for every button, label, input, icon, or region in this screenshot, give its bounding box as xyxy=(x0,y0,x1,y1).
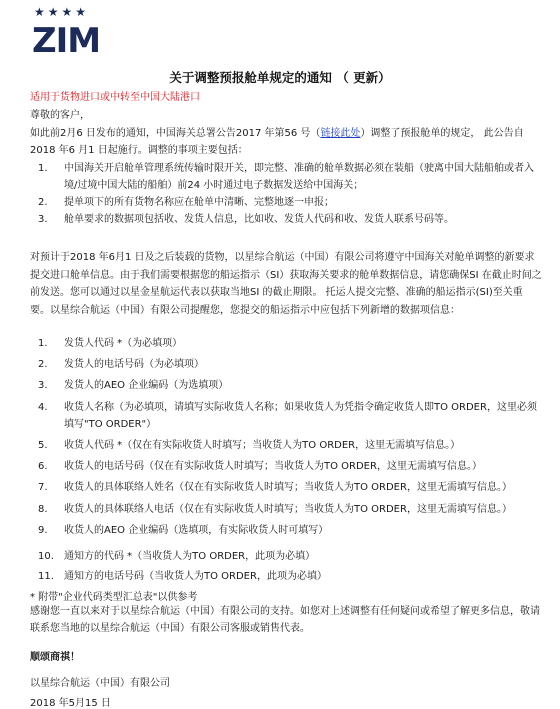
required-fields-list xyxy=(38,335,546,543)
greeting: 尊敬的客户， xyxy=(30,110,90,121)
logo-wordmark: ZIM xyxy=(32,21,101,61)
star-icon: ★ xyxy=(47,5,59,19)
star-icon: ★ xyxy=(75,5,87,19)
item-text: 收货人的电话号码（仅在有实际收货人时填写；当收货人为TO ORDER，这里无需填写信息。） xyxy=(64,461,482,473)
item-text: 舱单要求的数据项包括收、发货人信息，比如收、发货人代码和收、发货人联系号码等。 xyxy=(64,214,454,225)
item-text: 收货人名称（为必填项，请填写实际收货人名称；如果收货人为凭指令确定收货人即TO ORDER，这里必须填写"TO ORDER"） xyxy=(64,401,537,430)
zim-logo xyxy=(30,6,100,68)
item-number: 4. xyxy=(38,401,48,413)
document-date: 2018 年5月15 日 xyxy=(30,698,111,709)
item-number: 2. xyxy=(38,197,48,208)
list-item xyxy=(38,548,546,565)
attachment-footnote: * 附带"企业代码类型汇总表"以供参考 xyxy=(30,592,198,603)
item-number: 3. xyxy=(38,214,48,225)
notify-party-list xyxy=(38,548,546,588)
item-number: 2. xyxy=(38,359,48,371)
intro-text-after: ）调整了预报舱单的规定， 此公告自2018 年6 月1 日起施行。调整的事项主要包括： xyxy=(30,128,524,156)
list-item xyxy=(38,194,540,211)
item-text: 中国海关开启舱单管理系统传输时限开关，即完整、准确的舱单数据必须在装船（驶离中国大陆船舶或者入境/过境中国大陆的船舶）前24 小时通过电子数据发送给中国海关； xyxy=(64,163,534,191)
item-text: 通知方的电话号码（当收货人为TO ORDER，此项为必填） xyxy=(64,571,327,582)
item-number: 9. xyxy=(38,524,48,536)
list-item xyxy=(38,479,546,496)
company-signature: 以星综合航运（中国）有限公司 xyxy=(30,678,170,689)
list-item xyxy=(38,458,546,475)
list-item xyxy=(38,160,540,194)
list-item xyxy=(38,211,540,228)
item-text: 收货人代码 *（仅在有实际收货人时填写；当收货人为TO ORDER，这里无需填写信息。） xyxy=(64,440,461,452)
star-icon: ★ xyxy=(61,5,73,19)
item-text: 通知方的代码 *（当收货人为TO ORDER，此项为必填） xyxy=(64,551,316,562)
item-text: 收货人的具体联络人姓名（仅在有实际收货人时填写；当收货人为TO ORDER，这里无需填写信息。） xyxy=(64,482,512,494)
closing-salutation: 顺颂商祺！ xyxy=(30,652,80,663)
item-text: 提单项下的所有货物名称应在舱单中清晰、完整地逐一申报； xyxy=(64,197,334,208)
item-number: 10. xyxy=(38,551,54,562)
announcement-link[interactable]: 链接此处 xyxy=(320,128,361,139)
notice-paragraph: 对预计于2018 年6月1 日及之后装载的货物，以星综合航运（中国）有限公司将遵守中国海关对舱单调整的新要求提交进口舱单信息。由于我们需要根据您的船运指示（SI）获取海关要求的舱单数据信息，请您确保SI 在截止时间之前发送。您可以通过以星金星航运代表以获取当地SI 的截止期限。 托运人提交完整、准确的船运指示(SI)至关重要。以星综合航运（中国）有限公司提醒您，您提交的船运指示中应包括下列新增的数据项信息： xyxy=(30,252,542,316)
list-item xyxy=(38,399,546,433)
item-number: 1. xyxy=(38,163,48,174)
applicability-note: 适用于货物进口或中转至中国大陆港口 xyxy=(30,92,200,103)
item-number: 11. xyxy=(38,571,54,582)
list-item xyxy=(38,377,546,394)
list-item xyxy=(38,522,546,539)
item-number: 5. xyxy=(38,440,48,452)
adjustment-list xyxy=(38,160,540,228)
item-number: 6. xyxy=(38,461,48,473)
list-item xyxy=(38,356,546,373)
item-text: 发货人的电话号码（为必填项） xyxy=(64,359,204,371)
list-item xyxy=(38,568,546,585)
item-number: 7. xyxy=(38,482,48,494)
intro-paragraph xyxy=(30,125,542,159)
item-number: 8. xyxy=(38,503,48,515)
item-text: 收货人的具体联络人电话（仅在有实际收货人时填写；当收货人为TO ORDER，这里无需填写信息。） xyxy=(64,503,512,515)
item-text: 收货人的AEO 企业编码（选填项，有实际收货人时可填写） xyxy=(64,524,329,536)
thanks-paragraph: 感谢您一直以来对于以星综合航运（中国）有限公司的支持。如您对上述调整有任何疑问或希望了解更多信息，敬请联系您当地的以星综合航运（中国）有限公司客服或销售代表。 xyxy=(30,606,540,634)
item-text: 发货人的AEO 企业编码（为选填项） xyxy=(64,380,229,392)
item-text: 发货人代码 *（为必填项） xyxy=(64,338,183,349)
logo-stars xyxy=(30,6,100,18)
intro-text-before: 如此前2月6 日发布的通知，中国海关总署公告2017 年第56 号（ xyxy=(30,128,321,139)
list-item xyxy=(38,335,546,352)
star-icon: ★ xyxy=(34,5,45,19)
item-number: 1. xyxy=(38,338,48,349)
item-number: 3. xyxy=(38,380,48,392)
list-item xyxy=(38,437,546,454)
document-title: 关于调整预报舱单规定的通知 （ 更新） xyxy=(169,70,391,85)
list-item xyxy=(38,501,546,518)
